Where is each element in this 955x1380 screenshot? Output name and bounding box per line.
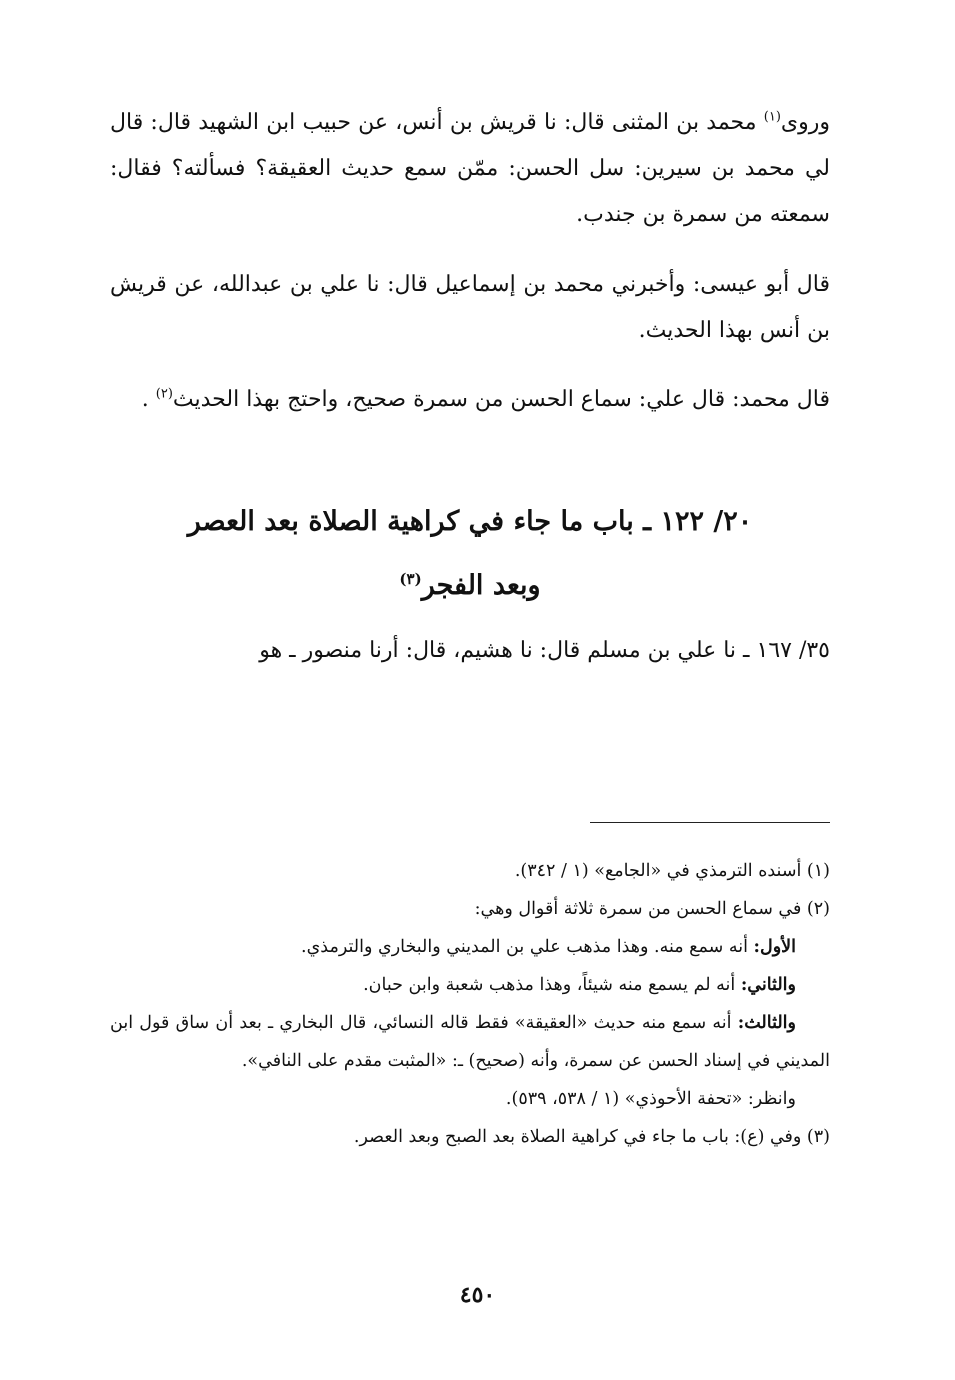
footnote-ref-3: (٣) (399, 570, 422, 588)
footnote-2-see-also: وانظر: «تحفة الأحوذي» (١ / ٥٣٨، ٥٣٩). (505, 1089, 796, 1109)
footnote-ref-2: (٢) (155, 386, 173, 402)
footnote-divider (590, 822, 830, 823)
footnote-2-second (110, 966, 830, 1004)
footnote-2-first-label: الأول: (753, 937, 796, 957)
footnote-2-second-text: أنه لم يسمع منه شيئاً، وهذا مذهب شعبة وابن حبان. (363, 975, 741, 995)
chapter-heading-line-1: ٢٠/ ١٢٢ ـ باب ما جاء في كراهية الصلاة بعد العصر (187, 506, 753, 537)
paragraph-1 (110, 100, 830, 238)
footnote-2-third-text: أنه سمع منه حديث «العقيقة» فقط قاله النسائي، قال البخاري ـ بعد أن ساق قول ابن المديني في إسناد الحسن عن سمرة، وأنه (صحيح) ـ: «المثبت مقدم على النافي». (110, 1013, 830, 1071)
paragraph-2 (110, 262, 830, 354)
footnote-2-third (110, 1004, 830, 1080)
footnote-1: (١) أسنده الترمذي في «الجامع» (١ / ٣٤٢). (514, 861, 830, 881)
hadith-line: ٣٥/ ١٦٧ ـ نا علي بن مسلم قال: نا هشيم، قال: أرنا منصور ـ هو (259, 638, 830, 663)
paragraph-3-end: . (141, 387, 156, 412)
footnote-2-third-label: والثالث: (737, 1013, 796, 1033)
footnote-2-intro: (٢) في سماع الحسن من سمرة ثلاثة أقوال وهي: (474, 899, 830, 919)
hadith-start (110, 628, 830, 674)
paragraph-3-start: قال محمد: قال علي: سماع الحسن من سمرة صحيح، واحتج بهذا الحديث (172, 387, 830, 412)
page-number: ٤٥٠ (459, 1282, 496, 1308)
footnote-3: (٣) وفي (ع): باب ما جاء في كراهية الصلاة بعد الصبح وبعد العصر. (353, 1127, 830, 1147)
chapter-heading (110, 490, 830, 618)
footnote-2-first-text: أنه سمع منه. وهذا مذهب علي بن المديني والبخاري والترمذي. (301, 937, 754, 957)
paragraph-2-text: قال أبو عيسى: وأخبرني محمد بن إسماعيل قال: نا علي بن عبدالله، عن قريش بن أنس بهذا الحديث. (110, 272, 830, 343)
footnote-2-first (110, 928, 830, 966)
paragraph-1-rest: محمد بن المثنى قال: نا قريش بن أنس، عن حبيب ابن الشهيد قال: قال لي محمد بن سيرين: سل الحسن: ممّن سمع حديث العقيقة؟ فسألته؟ فقال: سمعته من سمرة بن جندب. (110, 110, 830, 227)
paragraph-3 (110, 377, 830, 423)
footnote-ref-1: (١) (763, 109, 781, 125)
paragraph-1-start: وروى (780, 110, 830, 135)
chapter-heading-line-2: وبعد الفجر (421, 570, 541, 601)
footnotes (110, 852, 830, 1156)
footnote-2-second-label: والثاني: (740, 975, 796, 995)
